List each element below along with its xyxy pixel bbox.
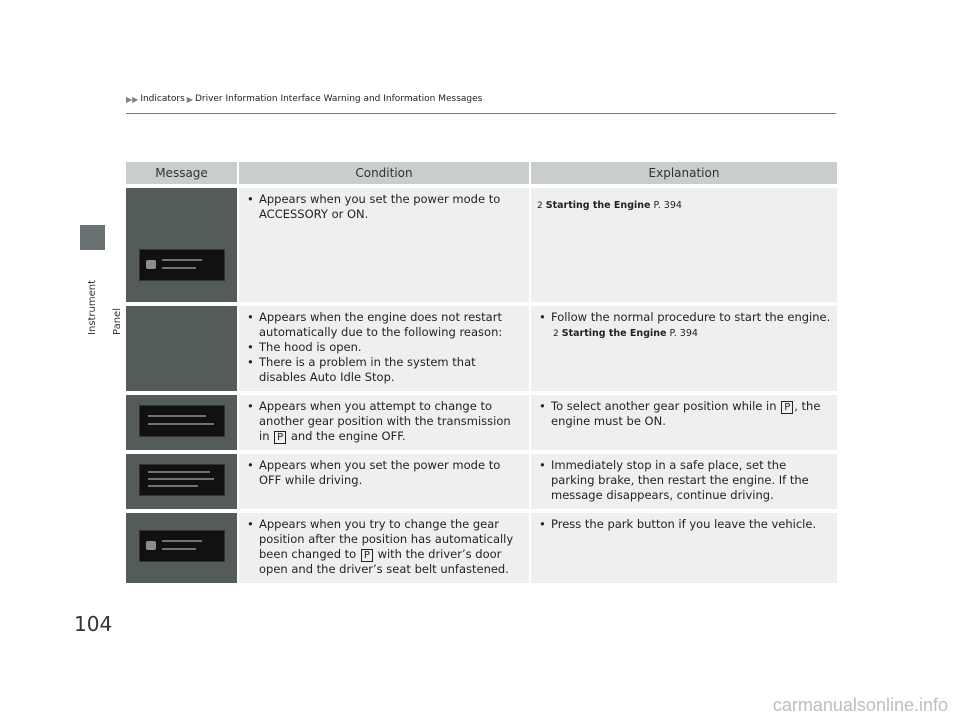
message-text-line [162,267,196,269]
condition-text: Appears when you try to change the gear position after the position has automatically been changed to [259,517,514,561]
reference-title: Starting the Engine [561,328,667,339]
gear-p-icon: P [361,549,373,562]
reference-link[interactable] [537,198,831,214]
explanation-cell [529,454,837,509]
condition-cell [237,306,529,391]
condition-cell [237,454,529,509]
table-row [126,454,837,509]
table-header-row [126,162,837,184]
messages-table [126,158,837,587]
message-text-line [148,471,210,473]
condition-item: • Appears when you set the power mode to OFF while driving. [245,458,523,488]
reference-arrow-icon: 2 [537,201,543,211]
message-text-line [162,540,202,542]
message-image-cell [126,513,237,583]
explanation-item [537,399,831,429]
watermark: carmanualsonline.info [772,695,948,715]
message-image-cell [126,395,237,450]
header-condition: Condition [237,162,529,184]
page-number: 104 [74,612,113,636]
breadcrumb-arrow-icon: ▶▶ [126,94,139,104]
condition-text: with the driver’s door open and the driver’s seat belt unfastened. [259,547,509,576]
message-text-line [148,415,206,417]
condition-cell [237,395,529,450]
message-display-image [139,530,225,562]
condition-cell [237,188,529,302]
message-display-image [139,464,225,496]
reference-page: P. 394 [669,328,698,339]
table-row [126,306,837,391]
header-divider [126,113,836,114]
message-image-cell [126,306,237,391]
gear-p-icon: P [274,431,286,444]
explanation-cell [529,306,837,391]
message-image-cell [126,454,237,509]
message-display-image [139,405,225,437]
message-display-image [139,249,225,281]
reference-page: P. 394 [653,200,682,211]
section-tab-marker [80,225,105,250]
explanation-text: , the engine must be ON. [551,399,821,428]
breadcrumb-arrow-icon: ▶ [186,94,193,104]
table-row [126,513,837,583]
message-text-line [148,485,198,487]
header-message: Message [126,162,237,184]
table-row [126,188,837,302]
message-text-line [162,548,196,550]
condition-item: • The hood is open. [245,340,523,355]
message-text-line [148,478,214,480]
gear-warning-icon [146,541,156,550]
gear-p-icon: P [781,401,793,414]
reference-arrow-icon: 2 [553,329,559,339]
condition-text: Appears when you attempt to change to another gear position with the transmission in [259,399,511,443]
explanation-cell [529,395,837,450]
reference-link[interactable] [537,326,831,342]
reference-title: Starting the Engine [545,200,651,211]
header-explanation: Explanation [529,162,837,184]
explanation-cell [529,513,837,583]
table-row [126,395,837,450]
message-text-line [162,259,202,261]
condition-item [245,399,523,444]
engine-start-icon [146,260,156,269]
explanation-cell [529,188,837,302]
explanation-item: • Follow the normal procedure to start the engine. [537,310,831,325]
condition-item: • There is a problem in the system that disables Auto Idle Stop. [245,355,523,385]
condition-item [245,517,523,577]
explanation-text: To select another gear position while in [551,399,777,413]
explanation-item: • Press the park button if you leave the vehicle. [537,517,831,532]
condition-cell [237,513,529,583]
breadcrumb-item-messages[interactable]: Driver Information Interface Warning and Information Messages [194,94,483,104]
condition-item: • Appears when the engine does not restart automatically due to the following reason: [245,310,523,340]
breadcrumb-item-indicators[interactable]: Indicators [140,94,185,104]
message-text-line [148,423,214,425]
breadcrumb [126,94,482,104]
section-side-label: Instrument Panel [87,279,123,335]
condition-item: • Appears when you set the power mode to ACCESSORY or ON. [245,192,523,222]
condition-text: and the engine OFF. [290,429,406,443]
message-image-cell [126,188,237,302]
explanation-item: • Immediately stop in a safe place, set the parking brake, then restart the engine. If the message disappears, continue driving. [537,458,831,503]
